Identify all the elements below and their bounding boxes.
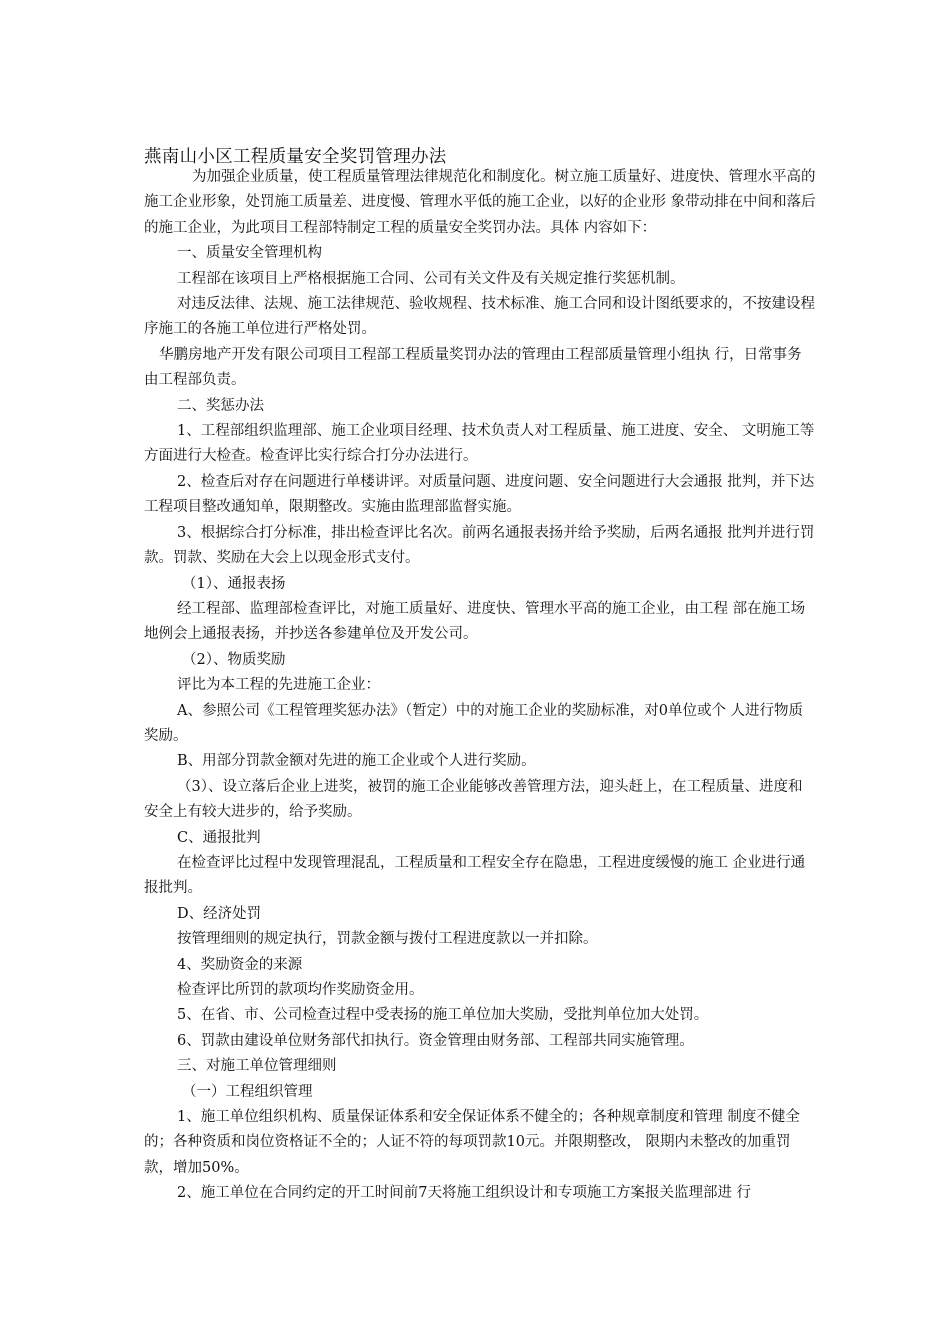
paragraph: 2、检查后对存在问题进行单楼讲评。对质量问题、进度问题、安全问题进行大会通报 批判，并下达工程项目整改通知单，限期整改。实施由监理部监督实施。 <box>144 473 815 516</box>
paragraph: 工程部在该项目上严格根据施工合同、公司有关文件及有关规定推行奖惩机制。 <box>177 270 685 287</box>
paragraph: 5、在省、市、公司检查过程中受表扬的施工单位加大奖励，受批判单位加大处罚。 <box>177 1007 709 1024</box>
paragraph: 评比为本工程的先进施工企业： <box>177 677 380 694</box>
paragraph: （2）、物质奖励 <box>182 651 286 668</box>
paragraph: A、参照公司《工程管理奖惩办法》（暂定）中的对施工企业的奖励标准，对0单位或个 人进行物质奖励。 <box>144 702 804 744</box>
paragraph: （一）工程组织管理 <box>182 1083 313 1100</box>
paragraph: 华鹏房地产开发有限公司项目工程部工程质量奖罚办法的管理由工程部质量管理小组执 行，日常事务由工程部负责。 <box>144 346 802 389</box>
paragraph: 3、根据综合打分标准，排出检查评比名次。前两名通报表扬并给予奖励，后两名通报 批判并进行罚款。罚款、奖励在大会上以现金形式支付。 <box>144 524 815 567</box>
paragraph: 一、质量安全管理机构 <box>177 245 322 262</box>
paragraph: D、经济处罚 <box>177 905 262 922</box>
paragraph: 对违反法律、法规、施工法律规范、验收规程、技术标准、施工合同和设计图纸要求的，不按建设程序施工的各施工单位进行严格处罚。 <box>144 296 815 338</box>
paragraph: 经工程部、监理部检查评比，对施工质量好、进度快、管理水平高的施工企业，由工程 部在施工场地例会上通报表扬，并抄送各参建单位及开发公司。 <box>144 600 806 643</box>
paragraph: C、通报批判 <box>177 829 261 846</box>
paragraph: 6、罚款由建设单位财务部代扣执行。资金管理由财务部、工程部共同实施管理。 <box>177 1032 694 1049</box>
document-title: 燕南山小区工程质量安全奖罚管理办法 <box>144 147 447 167</box>
paragraph: 二、奖惩办法 <box>177 397 264 414</box>
paragraph: （3）、设立落后企业上进奖，被罚的施工企业能够改善管理方法，迎头赶上，在工程质量、进度和安全上有较大进步的，给予奖励。 <box>144 778 803 821</box>
paragraph: 1、工程部组织监理部、施工企业项目经理、技术负责人对工程质量、施工进度、安全、 文明施工等方面进行大检查。检查评比实行综合打分办法进行。 <box>144 423 815 465</box>
paragraph: 1、施工单位组织机构、质量保证体系和安全保证体系不健全的；各种规章制度和管理 制度不健全的；各种资质和岗位资格证不全的；人证不符的每项罚款10元。并限期整改， 限期内未整改的加重罚款，增加50%。 <box>144 1109 800 1176</box>
paragraph: B、用部分罚款金额对先进的施工企业或个人进行奖励。 <box>177 753 536 770</box>
paragraph: 检查评比所罚的款项均作奖励资金用。 <box>177 982 424 998</box>
paragraph: 三、对施工单位管理细则 <box>177 1058 337 1075</box>
paragraph: 在检查评比过程中发现管理混乱，工程质量和工程安全存在隐患，工程进度缓慢的施工 企业进行通报批判。 <box>144 854 806 897</box>
paragraph: 按管理细则的规定执行，罚款金额与拨付工程进度款以一并扣除。 <box>177 931 598 948</box>
document-body <box>144 165 816 1207</box>
paragraph: 2、施工单位在合同约定的开工时间前7天将施工组织设计和专项施工方案报关监理部进 行 <box>177 1185 752 1202</box>
paragraph: （1）、通报表扬 <box>182 575 286 592</box>
paragraph: 为加强企业质量，使工程质量管理法律规范化和制度化。树立施工质量好、进度快、管理水平高的施工企业形象，处罚施工质量差、进度慢、管理水平低的施工企业，以好的企业形 象带动排在中间和落后的施工企业，为此项目工程部特制定工程的质量安全奖罚办法。具体 内容如下： <box>144 169 816 236</box>
paragraph: 4、奖励资金的来源 <box>177 956 303 973</box>
